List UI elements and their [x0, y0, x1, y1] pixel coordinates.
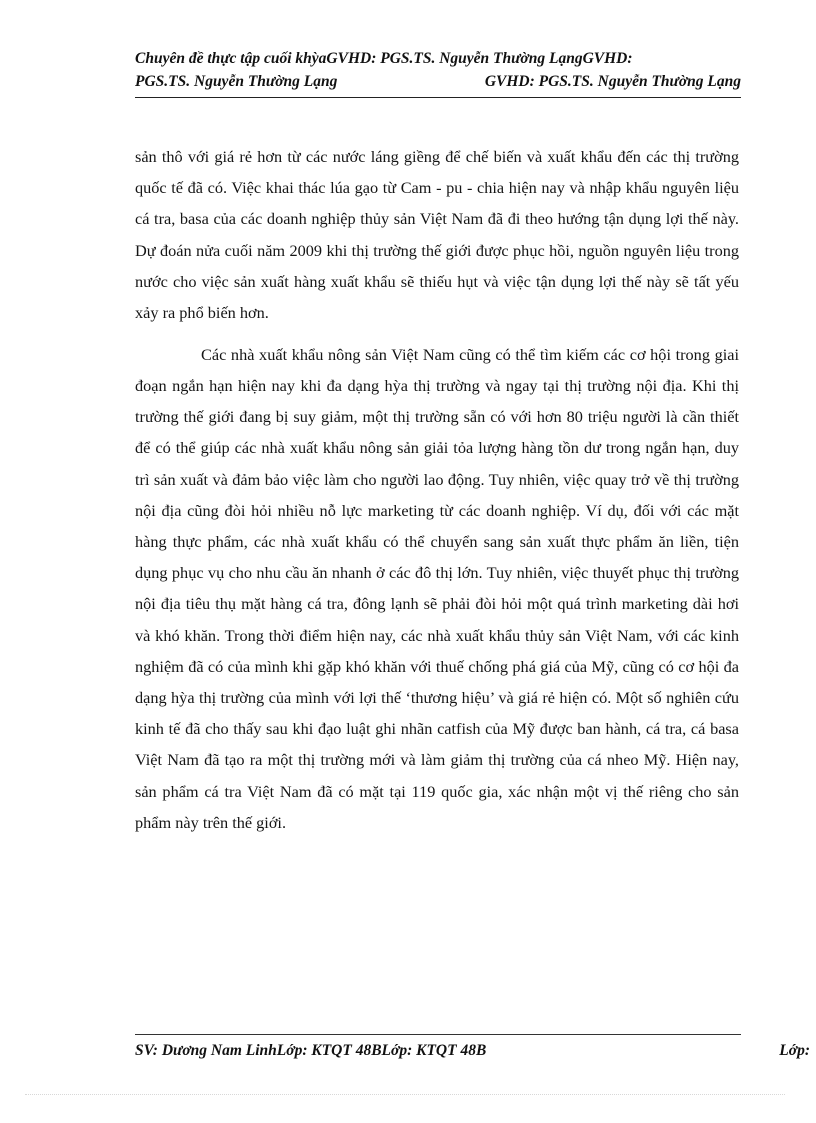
header-line-2-right: GVHD: PGS.TS. Nguyễn Thường Lạng [484, 73, 741, 90]
body-paragraph-2: Các nhà xuất khẩu nông sản Việt Nam cũng có thể tìm kiếm các cơ hội trong giai đoạn ngắn hạn hiện nay khi đa dạng hỳa thị trường và ngay tại thị trường nội địa. Khi thị trường thế giới đang bị suy giảm, một thị trường sẵn có với hơn 80 triệu người là cần thiết để có thể giúp các nhà xuất khẩu nông sản giải tỏa lượng hàng tồn dư trong ngắn hạn, duy trì sản xuất và đảm bảo việc làm cho người lao động. Tuy nhiên, việc quay trở về thị trường nội địa cũng đòi hỏi nhiều nỗ lực marketing từ các doanh nghiệp. Ví dụ, đối với các mặt hàng thực phẩm, các nhà xuất khẩu có thể chuyển sang sản xuất thực phẩm ăn liền, tiện dụng phục vụ cho nhu cầu ăn nhanh ở các đô thị lớn. Tuy nhiên, việc thuyết phục thị trường nội địa tiêu thụ mặt hàng cá tra, đông lạnh sẽ phải đòi hỏi một quá trình marketing dài hơi và khó khăn. Trong thời điểm hiện nay, các nhà xuất khẩu thủy sản Việt Nam, với các kinh nghiệm đã có của mình khi gặp khó khăn với thuế chống phá giá của Mỹ, cũng có cơ hội đa dạng hỳa thị trường của mình với lợi thế ‘thương hiệu’ và giá rẻ hiện có. Một số nghiên cứu kinh tế đã cho thấy sau khi đạo luật ghi nhãn catfish của Mỹ được ban hành, cá tra, cá basa Việt Nam đã tạo ra một thị trường mới và làm giảm thị trường của cá nheo Mỹ. Hiện nay, sản phẩm cá tra Việt Nam đã có mặt tại 119 quốc gia, xác nhận một vị thế riêng cho sản phẩm này trên thế giới. [135, 344, 739, 832]
footer-divider [135, 1034, 741, 1035]
header-line-2-left: PGS.TS. Nguyễn Thường Lạng [135, 73, 338, 90]
page-header [135, 47, 741, 93]
body-paragraph-1: sản thô với giá rẻ hơn từ các nước láng giềng để chế biến và xuất khẩu đến các thị trường quốc tế đã có. Việc khai thác lúa gạo từ Cam - pu - chia hiện nay và nhập khẩu nguyên liệu cá tra, basa của các doanh nghiệp thủy sản Việt Nam đã đi theo hướng tận dụng lợi thế này. Dự đoán nửa cuối năm 2009 khi thị trường thế giới được phục hồi, nguồn nguyên liệu trong nước cho việc sản xuất hàng xuất khẩu sẽ thiếu hụt và việc tận dụng lợi thế này sẽ tất yếu xảy ra phổ biến hơn. [135, 147, 739, 323]
footer-class-label: Lớp: [779, 1042, 810, 1059]
header-line-2 [135, 70, 741, 93]
page-bottom-dotted-line [25, 1094, 785, 1095]
document-body [135, 141, 739, 838]
footer-student-info: SV: Dương Nam LinhLớp: KTQT 48BLớp: KTQT 48B [135, 1042, 487, 1059]
header-line-1: Chuyên đề thực tập cuối khỳaGVHD: PGS.TS. Nguyễn Thường LạngGVHD: [135, 50, 633, 67]
header-divider [135, 97, 741, 98]
